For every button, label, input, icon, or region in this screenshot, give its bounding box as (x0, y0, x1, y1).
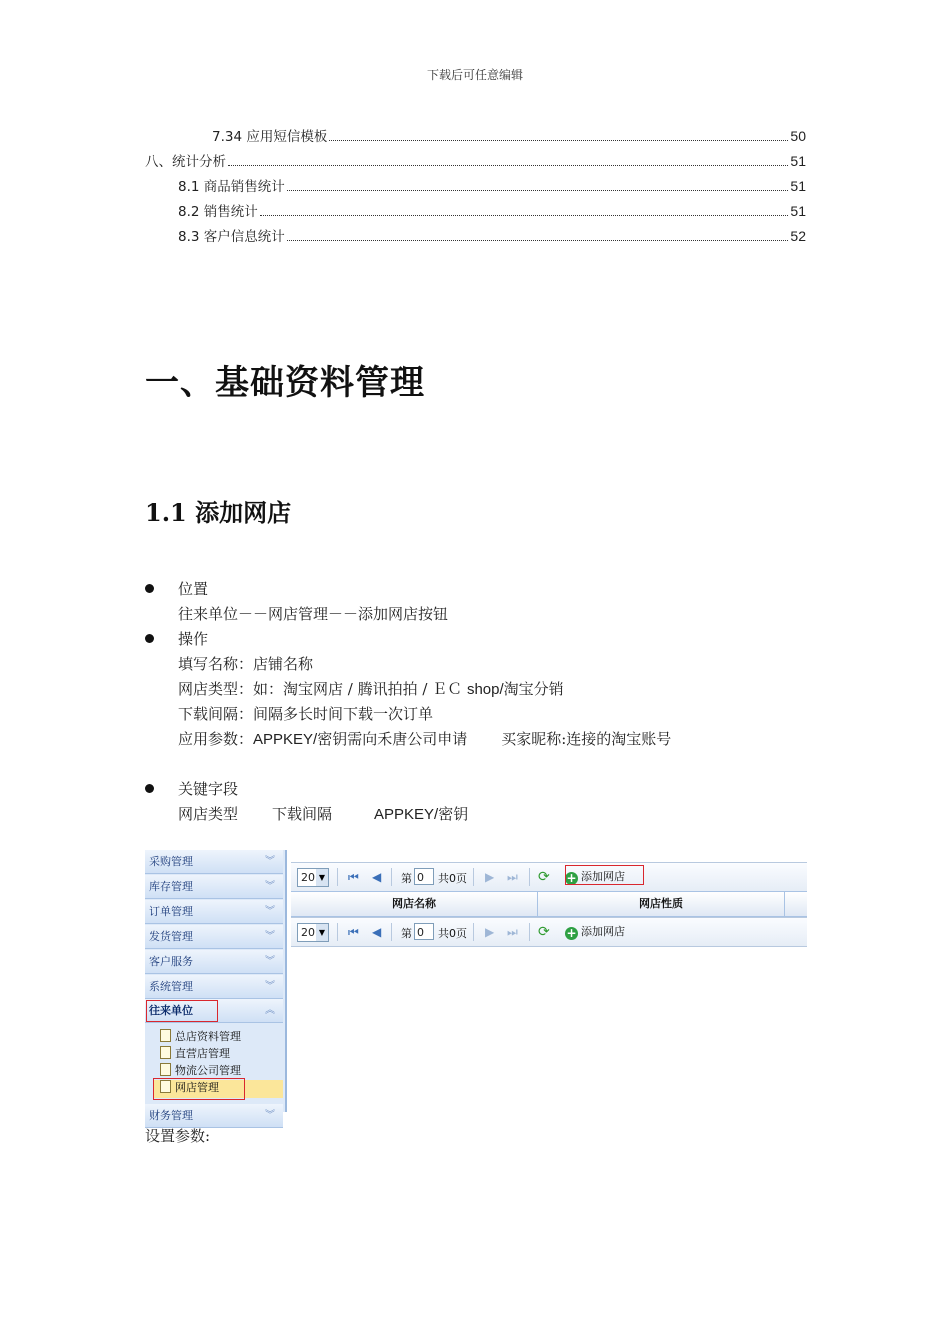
page-size-select[interactable]: 20 ▼ (297, 868, 329, 887)
first-page-icon[interactable]: ⏮ (348, 870, 359, 884)
toc-page: 50 (790, 128, 806, 144)
toc-row[interactable] (178, 176, 806, 196)
refresh-icon[interactable]: ⟳ (538, 924, 550, 940)
sidebar-item-customer-service[interactable]: 客户服务 ︾ (145, 950, 283, 974)
chevron-up-icon: ︽ (265, 1005, 275, 1016)
highlight-box (146, 1000, 218, 1022)
page-input[interactable]: 0 (414, 868, 434, 885)
grid-header (291, 891, 807, 917)
toc-row[interactable] (145, 151, 806, 171)
highlight-box (153, 1078, 245, 1100)
toc-label: 8.3 客户信息统计 (178, 229, 285, 245)
operation-type-b: shop/ (466, 681, 504, 698)
sidebar-item-purchase[interactable]: 采购管理 ︾ (145, 850, 283, 874)
pager-toolbar (291, 917, 807, 947)
operation-params (178, 728, 671, 751)
next-page-icon[interactable]: ▶ (485, 925, 495, 939)
sidebar-item-partners[interactable]: 往来单位 ︽ (145, 999, 283, 1023)
page-header: 下载后可任意编辑 (426, 68, 523, 82)
toc-label: 八、统计分析 (145, 154, 226, 170)
document-icon (160, 1046, 171, 1059)
key-field-1: 网店类型 (178, 805, 239, 823)
sidebar-item-system[interactable]: 系统管理 ︾ (145, 975, 283, 999)
key-field-3a: APPKEY/ (374, 806, 439, 823)
sidebar (145, 850, 287, 1122)
operation-params-c: 密钥需向禾唐公司申请 (317, 730, 468, 748)
toc-leader (329, 127, 788, 141)
key-field-3b: 密钥 (438, 805, 469, 823)
key-fields (178, 803, 468, 826)
dropdown-arrow-icon: ▼ (316, 924, 328, 941)
sub-item-logistics[interactable]: 物流公司管理 (160, 1063, 241, 1079)
operation-name: 填写名称：店铺名称 (178, 655, 314, 673)
toc-label: 8.1 商品销售统计 (178, 179, 285, 195)
operation-type (178, 678, 564, 701)
sidebar-item-finance[interactable]: 财务管理 ︾ (145, 1104, 283, 1128)
chevron-down-icon: ︾ (265, 981, 275, 992)
page-prefix: 第 (401, 872, 412, 885)
toc-label: 7.34 应用短信模板 (212, 129, 328, 145)
toc-row[interactable] (178, 226, 806, 246)
operation-interval: 下载间隔：间隔多长时间下载一次订单 (178, 705, 434, 723)
add-shop-button[interactable]: + 添加网店 (566, 925, 625, 940)
toc-leader (228, 152, 788, 166)
toc-leader (287, 227, 789, 241)
prev-page-icon[interactable]: ◀ (372, 925, 382, 939)
toc-label: 8.2 销售统计 (178, 204, 258, 220)
key-field-2: 下载间隔 (272, 805, 333, 823)
chevron-down-icon: ︾ (265, 956, 275, 967)
page-size-select[interactable]: 20 ▼ (297, 923, 329, 942)
toc-page: 51 (790, 153, 806, 169)
operation-params-b: APPKEY/ (253, 731, 318, 748)
document-icon (160, 1063, 171, 1076)
first-page-icon[interactable]: ⏮ (348, 925, 359, 939)
chevron-down-icon: ︾ (265, 931, 275, 942)
plus-icon: + (566, 926, 577, 940)
page-total: 共0页 (438, 927, 467, 940)
pager-toolbar (291, 862, 807, 892)
operation-params-d: 买家昵称:连接的淘宝账号 (501, 730, 672, 748)
plus-icon: + (566, 871, 577, 885)
sidebar-item-inventory[interactable]: 库存管理 ︾ (145, 875, 283, 899)
toc-leader (287, 177, 789, 191)
sub-item-online-store[interactable]: 网店管理 (160, 1080, 219, 1096)
heading-2: 1.1 添加网店 (145, 498, 292, 527)
refresh-icon[interactable]: ⟳ (538, 869, 550, 885)
bullet-icon (145, 634, 154, 643)
toc-leader (260, 202, 789, 216)
column-header[interactable]: 网店性质 (538, 892, 785, 916)
sub-item-direct-store[interactable]: 直营店管理 (160, 1046, 230, 1062)
position-text: 往来单位－－网店管理－－添加网店按钮 (178, 605, 449, 623)
heading-1: 一、基础资料管理 (145, 363, 425, 403)
highlight-box (565, 865, 644, 885)
bullet-icon (145, 584, 154, 593)
position-title: 位置 (178, 580, 209, 598)
sidebar-item-orders[interactable]: 订单管理 ︾ (145, 900, 283, 924)
chevron-down-icon: ︾ (265, 1110, 275, 1121)
app-screenshot (145, 850, 807, 1122)
toc-page: 51 (790, 178, 806, 194)
operation-type-a: 网店类型：如：淘宝网店 / 腾讯拍拍 / ＥＣ (178, 680, 463, 698)
last-page-icon[interactable]: ⏭ (507, 870, 518, 884)
chevron-down-icon: ︾ (265, 881, 275, 892)
toc-row[interactable] (178, 201, 806, 221)
column-header[interactable]: 网店名称 (291, 892, 538, 916)
toc-page: 52 (790, 228, 806, 244)
operation-type-c: 淘宝分销 (503, 680, 564, 698)
settings-label: 设置参数: (145, 1127, 211, 1145)
last-page-icon[interactable]: ⏭ (507, 925, 518, 939)
toc-page: 51 (790, 203, 806, 219)
chevron-down-icon: ︾ (265, 906, 275, 917)
sub-item-hq[interactable]: 总店资料管理 (160, 1029, 241, 1045)
document-icon (160, 1029, 171, 1042)
page-input[interactable]: 0 (414, 923, 434, 940)
sidebar-item-shipping[interactable]: 发货管理 ︾ (145, 925, 283, 949)
prev-page-icon[interactable]: ◀ (372, 870, 382, 884)
dropdown-arrow-icon: ▼ (316, 869, 328, 886)
page-prefix: 第 (401, 927, 412, 940)
toc-row[interactable] (212, 126, 806, 146)
add-shop-button[interactable]: + 添加网店 (566, 870, 625, 885)
operation-params-a: 应用参数： (178, 730, 254, 748)
main-panel (291, 850, 807, 1112)
next-page-icon[interactable]: ▶ (485, 870, 495, 884)
chevron-down-icon: ︾ (265, 856, 275, 867)
operation-title: 操作 (178, 630, 209, 648)
page-total: 共0页 (438, 872, 467, 885)
bullet-icon (145, 784, 154, 793)
key-title: 关键字段 (178, 780, 239, 798)
